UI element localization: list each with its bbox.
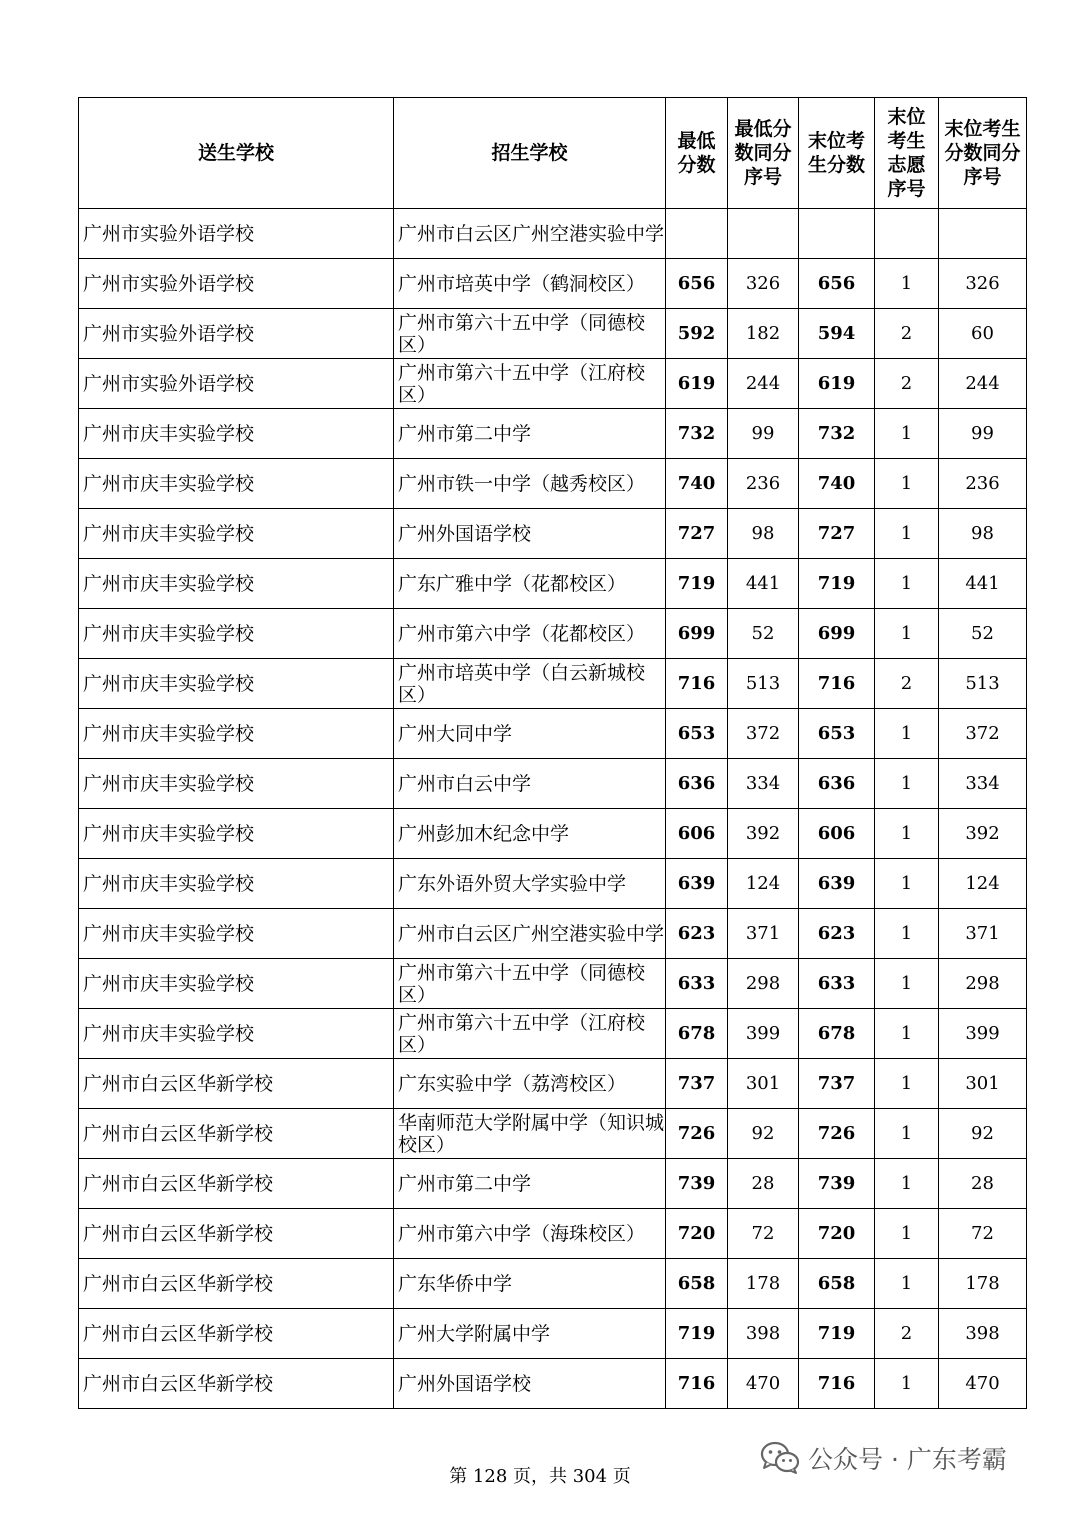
cell-last-score-rank: 178 <box>939 1259 1027 1309</box>
cell-min-score: 636 <box>666 759 728 809</box>
cell-sending-school: 广州市庆丰实验学校 <box>79 1009 394 1059</box>
table-row <box>79 909 1027 959</box>
cell-admitting-school: 广州外国语学校 <box>394 509 666 559</box>
cell-sending-school: 广州市庆丰实验学校 <box>79 609 394 659</box>
cell-last-score-rank: 371 <box>939 909 1027 959</box>
cell-sending-school: 广州市实验外语学校 <box>79 309 394 359</box>
cell-min-score: 732 <box>666 409 728 459</box>
cell-last-score: 699 <box>799 609 875 659</box>
cell-last-score: 727 <box>799 509 875 559</box>
cell-admitting-school: 广东外语外贸大学实验中学 <box>394 859 666 909</box>
cell-min-score <box>666 209 728 259</box>
cell-min-score-rank: 399 <box>728 1009 799 1059</box>
cell-last-score-rank: 244 <box>939 359 1027 409</box>
cell-min-score: 740 <box>666 459 728 509</box>
cell-min-score-rank: 28 <box>728 1159 799 1209</box>
cell-min-score-rank: 301 <box>728 1059 799 1109</box>
cell-sending-school: 广州市白云区华新学校 <box>79 1109 394 1159</box>
table-row <box>79 759 1027 809</box>
table-row <box>79 1359 1027 1409</box>
cell-admitting-school: 广州市第六十五中学（同德校区） <box>394 959 666 1009</box>
cell-sending-school: 广州市庆丰实验学校 <box>79 859 394 909</box>
header-min-score-rank <box>728 98 799 209</box>
cell-last-score-rank: 60 <box>939 309 1027 359</box>
cell-last-choice-order: 1 <box>875 909 939 959</box>
header-line: 志愿 <box>887 154 926 176</box>
cell-last-score-rank: 92 <box>939 1109 1027 1159</box>
cell-min-score: 678 <box>666 1009 728 1059</box>
header-last-choice-order <box>875 98 939 209</box>
cell-min-score-rank: 334 <box>728 759 799 809</box>
cell-last-score-rank: 99 <box>939 409 1027 459</box>
cell-min-score: 699 <box>666 609 728 659</box>
cell-last-score: 623 <box>799 909 875 959</box>
cell-last-score: 658 <box>799 1259 875 1309</box>
cell-sending-school: 广州市庆丰实验学校 <box>79 409 394 459</box>
table-row <box>79 809 1027 859</box>
cell-last-score: 633 <box>799 959 875 1009</box>
cell-sending-school: 广州市庆丰实验学校 <box>79 759 394 809</box>
table-row <box>79 609 1027 659</box>
cell-last-choice-order: 1 <box>875 709 939 759</box>
cell-min-score-rank: 392 <box>728 809 799 859</box>
cell-min-score-rank: 52 <box>728 609 799 659</box>
cell-last-choice-order: 1 <box>875 559 939 609</box>
cell-admitting-school: 广东实验中学（荔湾校区） <box>394 1059 666 1109</box>
cell-last-score: 606 <box>799 809 875 859</box>
cell-last-score-rank: 334 <box>939 759 1027 809</box>
table-row <box>79 309 1027 359</box>
cell-min-score-rank: 441 <box>728 559 799 609</box>
cell-sending-school: 广州市庆丰实验学校 <box>79 909 394 959</box>
header-sending-school <box>79 98 394 209</box>
cell-min-score: 658 <box>666 1259 728 1309</box>
watermark-text: 公众号 · 广东考霸 <box>808 1445 1007 1474</box>
cell-sending-school: 广州市庆丰实验学校 <box>79 559 394 609</box>
cell-last-score-rank: 28 <box>939 1159 1027 1209</box>
cell-last-choice-order: 1 <box>875 609 939 659</box>
table-row <box>79 1159 1027 1209</box>
header-last-score-rank <box>939 98 1027 209</box>
cell-admitting-school: 广州市铁一中学（越秀校区） <box>394 459 666 509</box>
cell-last-score: 653 <box>799 709 875 759</box>
cell-admitting-school: 广州外国语学校 <box>394 1359 666 1409</box>
cell-min-score-rank: 513 <box>728 659 799 709</box>
cell-last-choice-order: 1 <box>875 1209 939 1259</box>
cell-last-score-rank: 98 <box>939 509 1027 559</box>
header-min-score <box>666 98 728 209</box>
header-line: 分数同分 <box>944 142 1021 164</box>
table-row <box>79 209 1027 259</box>
cell-admitting-school: 广州市白云中学 <box>394 759 666 809</box>
cell-last-score: 636 <box>799 759 875 809</box>
table-row <box>79 709 1027 759</box>
cell-last-score-rank: 298 <box>939 959 1027 1009</box>
cell-last-score: 737 <box>799 1059 875 1109</box>
table-row <box>79 259 1027 309</box>
cell-last-choice-order: 1 <box>875 1259 939 1309</box>
cell-min-score-rank: 298 <box>728 959 799 1009</box>
admission-score-table <box>78 97 1027 1409</box>
cell-last-choice-order: 1 <box>875 859 939 909</box>
cell-last-score-rank: 392 <box>939 809 1027 859</box>
cell-admitting-school: 广州市培英中学（鹤洞校区） <box>394 259 666 309</box>
cell-admitting-school: 广州市培英中学（白云新城校区） <box>394 659 666 709</box>
cell-last-score-rank: 124 <box>939 859 1027 909</box>
table-row <box>79 1109 1027 1159</box>
cell-last-choice-order: 1 <box>875 1109 939 1159</box>
cell-sending-school: 广州市白云区华新学校 <box>79 1059 394 1109</box>
cell-min-score: 719 <box>666 1309 728 1359</box>
cell-min-score: 726 <box>666 1109 728 1159</box>
wechat-icon <box>760 1441 800 1475</box>
cell-last-score: 740 <box>799 459 875 509</box>
cell-last-score-rank: 470 <box>939 1359 1027 1409</box>
cell-min-score-rank: 326 <box>728 259 799 309</box>
cell-min-score-rank: 372 <box>728 709 799 759</box>
header-line: 末位考 <box>807 130 865 152</box>
cell-min-score-rank: 98 <box>728 509 799 559</box>
cell-min-score: 739 <box>666 1159 728 1209</box>
cell-last-score-rank: 372 <box>939 709 1027 759</box>
table-header-row <box>79 98 1027 209</box>
cell-last-score-rank: 301 <box>939 1059 1027 1109</box>
cell-last-score: 656 <box>799 259 875 309</box>
cell-sending-school: 广州市白云区华新学校 <box>79 1209 394 1259</box>
cell-admitting-school: 广州市第六中学（海珠校区） <box>394 1209 666 1259</box>
cell-min-score: 716 <box>666 659 728 709</box>
cell-last-choice-order <box>875 209 939 259</box>
cell-min-score: 727 <box>666 509 728 559</box>
cell-last-score: 720 <box>799 1209 875 1259</box>
cell-admitting-school: 广州市白云区广州空港实验中学 <box>394 209 666 259</box>
cell-sending-school: 广州市庆丰实验学校 <box>79 959 394 1009</box>
header-line: 序号 <box>743 166 782 188</box>
cell-last-score: 719 <box>799 559 875 609</box>
cell-last-choice-order: 1 <box>875 759 939 809</box>
cell-min-score: 720 <box>666 1209 728 1259</box>
cell-last-score-rank: 441 <box>939 559 1027 609</box>
cell-last-choice-order: 1 <box>875 459 939 509</box>
cell-last-score-rank: 72 <box>939 1209 1027 1259</box>
table-row <box>79 1059 1027 1109</box>
cell-admitting-school: 广州市第六十五中学（江府校区） <box>394 359 666 409</box>
header-line: 最低分 <box>734 118 792 140</box>
cell-last-score: 716 <box>799 659 875 709</box>
cell-min-score: 737 <box>666 1059 728 1109</box>
header-line: 数同分 <box>734 142 792 164</box>
cell-last-score-rank: 236 <box>939 459 1027 509</box>
cell-admitting-school: 广东华侨中学 <box>394 1259 666 1309</box>
cell-min-score-rank: 178 <box>728 1259 799 1309</box>
cell-min-score: 592 <box>666 309 728 359</box>
cell-sending-school: 广州市白云区华新学校 <box>79 1259 394 1309</box>
cell-last-choice-order: 2 <box>875 659 939 709</box>
cell-min-score-rank <box>728 209 799 259</box>
cell-min-score-rank: 72 <box>728 1209 799 1259</box>
cell-admitting-school: 广州市第六中学（花都校区） <box>394 609 666 659</box>
cell-min-score: 619 <box>666 359 728 409</box>
table-row <box>79 409 1027 459</box>
cell-min-score: 639 <box>666 859 728 909</box>
header-line: 序号 <box>963 166 1002 188</box>
cell-sending-school: 广州市庆丰实验学校 <box>79 459 394 509</box>
cell-last-score: 719 <box>799 1309 875 1359</box>
cell-admitting-school: 广州彭加木纪念中学 <box>394 809 666 859</box>
page-number: 第 128 页，共 304 页 <box>449 1466 631 1487</box>
cell-last-score-rank: 52 <box>939 609 1027 659</box>
cell-admitting-school: 华南师范大学附属中学（知识城校区） <box>394 1109 666 1159</box>
cell-sending-school: 广州市白云区华新学校 <box>79 1359 394 1409</box>
table-row <box>79 1259 1027 1309</box>
header-line: 末位 <box>887 106 926 128</box>
cell-last-score: 732 <box>799 409 875 459</box>
header-line: 送生学校 <box>197 142 274 164</box>
cell-min-score: 623 <box>666 909 728 959</box>
cell-last-score-rank <box>939 209 1027 259</box>
table-row <box>79 509 1027 559</box>
cell-min-score: 633 <box>666 959 728 1009</box>
header-admitting-school <box>394 98 666 209</box>
header-line: 最低 <box>677 130 716 152</box>
cell-sending-school: 广州市庆丰实验学校 <box>79 709 394 759</box>
cell-min-score: 716 <box>666 1359 728 1409</box>
cell-min-score-rank: 182 <box>728 309 799 359</box>
cell-admitting-school: 广州市第六十五中学（江府校区） <box>394 1009 666 1059</box>
cell-last-score <box>799 209 875 259</box>
cell-last-choice-order: 1 <box>875 959 939 1009</box>
cell-last-choice-order: 1 <box>875 809 939 859</box>
cell-admitting-school: 广州市白云区广州空港实验中学 <box>394 909 666 959</box>
cell-admitting-school: 广东广雅中学（花都校区） <box>394 559 666 609</box>
header-line: 末位考生 <box>944 118 1021 140</box>
cell-last-choice-order: 1 <box>875 1359 939 1409</box>
header-last-score <box>799 98 875 209</box>
table-row <box>79 1009 1027 1059</box>
cell-sending-school: 广州市庆丰实验学校 <box>79 809 394 859</box>
cell-last-score-rank: 398 <box>939 1309 1027 1359</box>
cell-last-choice-order: 2 <box>875 309 939 359</box>
cell-last-score: 726 <box>799 1109 875 1159</box>
cell-min-score-rank: 99 <box>728 409 799 459</box>
cell-min-score: 606 <box>666 809 728 859</box>
cell-sending-school: 广州市庆丰实验学校 <box>79 509 394 559</box>
cell-min-score: 653 <box>666 709 728 759</box>
cell-min-score-rank: 244 <box>728 359 799 409</box>
cell-last-score-rank: 326 <box>939 259 1027 309</box>
header-line: 分数 <box>677 154 716 176</box>
header-line: 生分数 <box>807 154 865 176</box>
cell-last-choice-order: 1 <box>875 409 939 459</box>
cell-min-score-rank: 470 <box>728 1359 799 1409</box>
table-row <box>79 1209 1027 1259</box>
watermark <box>760 1436 1007 1480</box>
cell-min-score-rank: 124 <box>728 859 799 909</box>
cell-min-score-rank: 236 <box>728 459 799 509</box>
header-line: 招生学校 <box>491 142 568 164</box>
cell-last-choice-order: 1 <box>875 259 939 309</box>
cell-admitting-school: 广州市第二中学 <box>394 1159 666 1209</box>
cell-admitting-school: 广州市第六十五中学（同德校区） <box>394 309 666 359</box>
cell-last-score-rank: 399 <box>939 1009 1027 1059</box>
cell-last-choice-order: 2 <box>875 359 939 409</box>
header-line: 考生 <box>887 130 926 152</box>
cell-sending-school: 广州市白云区华新学校 <box>79 1159 394 1209</box>
cell-sending-school: 广州市实验外语学校 <box>79 209 394 259</box>
table-body <box>79 209 1027 1409</box>
cell-last-score: 639 <box>799 859 875 909</box>
table-row <box>79 859 1027 909</box>
cell-admitting-school: 广州大同中学 <box>394 709 666 759</box>
cell-sending-school: 广州市白云区华新学校 <box>79 1309 394 1359</box>
cell-last-score: 594 <box>799 309 875 359</box>
table-row <box>79 459 1027 509</box>
cell-last-score: 739 <box>799 1159 875 1209</box>
cell-sending-school: 广州市实验外语学校 <box>79 259 394 309</box>
cell-last-choice-order: 1 <box>875 1009 939 1059</box>
cell-admitting-school: 广州市第二中学 <box>394 409 666 459</box>
cell-admitting-school: 广州大学附属中学 <box>394 1309 666 1359</box>
cell-min-score-rank: 92 <box>728 1109 799 1159</box>
cell-last-choice-order: 2 <box>875 1309 939 1359</box>
cell-last-choice-order: 1 <box>875 1059 939 1109</box>
cell-min-score: 656 <box>666 259 728 309</box>
table-row <box>79 659 1027 709</box>
cell-last-choice-order: 1 <box>875 509 939 559</box>
cell-last-score: 678 <box>799 1009 875 1059</box>
cell-last-choice-order: 1 <box>875 1159 939 1209</box>
cell-min-score-rank: 371 <box>728 909 799 959</box>
cell-min-score: 719 <box>666 559 728 609</box>
cell-last-score-rank: 513 <box>939 659 1027 709</box>
table-row <box>79 559 1027 609</box>
header-line: 序号 <box>887 178 926 200</box>
cell-sending-school: 广州市实验外语学校 <box>79 359 394 409</box>
cell-min-score-rank: 398 <box>728 1309 799 1359</box>
table-row <box>79 359 1027 409</box>
cell-last-score: 619 <box>799 359 875 409</box>
table-row <box>79 959 1027 1009</box>
cell-sending-school: 广州市庆丰实验学校 <box>79 659 394 709</box>
table-row <box>79 1309 1027 1359</box>
cell-last-score: 716 <box>799 1359 875 1409</box>
